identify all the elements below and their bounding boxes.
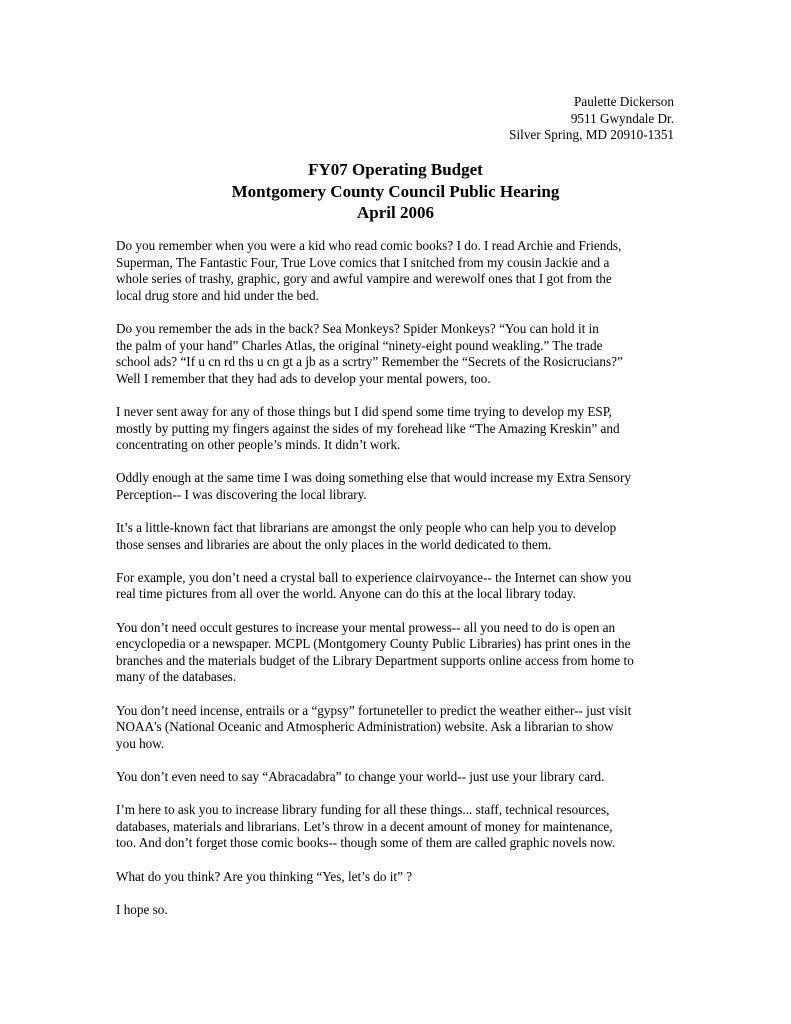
paragraph-weather: You don’t need incense, entrails or a “gypsy” fortuneteller to predict the weather either-- just visit NOAA's (National Oceanic and Atmospheric Administration) website. Ask a librarian to show you how. bbox=[116, 702, 632, 751]
heading-title: FY07 Operating Budget bbox=[308, 160, 483, 179]
heading-event: Montgomery County Council Public Hearing bbox=[231, 181, 560, 201]
paragraph-ads: Do you remember the ads in the back? Sea Monkeys? Spider Monkeys? “You can hold it in the palm of your hand” Charles Atlas, the original “ninety-eight pound weakling.” The trade school ads? “If u cn rd ths u cn gt a jb as a scrtry” Remember the “Secrets of the Rosicrucians?” Well I remember that they had ads to develop your mental powers, too. bbox=[116, 320, 623, 386]
sender-street: 9511 Gwyndale Dr. bbox=[570, 110, 674, 126]
paragraph-library-card: You don’t even need to say “Abracadabra” to change your world-- just use your library card. bbox=[116, 769, 605, 784]
sender-address bbox=[509, 94, 674, 144]
document-heading bbox=[0, 159, 791, 224]
paragraph-question: What do you think? Are you thinking “Yes, let’s do it” ? bbox=[116, 868, 413, 884]
paragraph-mental-prowess: You don’t need occult gestures to increase your mental prowess-- all you need to do is open an encyclopedia or a newspaper. MCPL (Montgomery County Public Libraries) has print ones in the branches and the materials budget of the Library Department supports online access from home to many of the databases. bbox=[116, 619, 634, 685]
paragraph-funding-request: I’m here to ask you to increase library funding for all these things... staff, technical resources, databases, materials and librarians. Let’s throw in a decent amount of money for maintenance, too. And don’t forget those comic books-- though some of them are called graphic novels now. bbox=[116, 802, 616, 851]
paragraph-closing: I hope so. bbox=[116, 901, 168, 917]
sender-city-state-zip: Silver Spring, MD 20910-1351 bbox=[509, 127, 674, 143]
paragraph-library-discovery: Oddly enough at the same time I was doing something else that would increase my Extra Sensory Perception-- I was discovering the local library. bbox=[116, 470, 631, 502]
paragraph-librarians: It’s a little-known fact that librarians are amongst the only people who can help you to develop those senses and libraries are about the only places in the world dedicated to them. bbox=[116, 520, 617, 552]
heading-date: April 2006 bbox=[357, 203, 434, 222]
paragraph-comic-books: Do you remember when you were a kid who read comic books? I do. I read Archie and Friends, Superman, The Fantastic Four, True Love comics that I snitched from my cousin Jackie and a whole series of trashy, graphic, gory and awful vampire and werewolf ones that I got from the local drug store and hid under the bed. bbox=[116, 238, 622, 303]
paragraph-clairvoyance: For example, you don’t need a crystal ball to experience clairvoyance-- the Internet can show you real time pictures from all over the world. Anyone can do this at the local library today. bbox=[116, 569, 632, 602]
testimony-body bbox=[116, 238, 686, 935]
sender-name: Paulette Dickerson bbox=[574, 94, 674, 109]
paragraph-esp: I never sent away for any of those things but I did spend some time trying to develop my ESP, mostly by putting my fingers against the sides of my forehead like “The Amazing Kreskin” and concentrating on other people’s minds. It didn’t work. bbox=[116, 403, 620, 453]
